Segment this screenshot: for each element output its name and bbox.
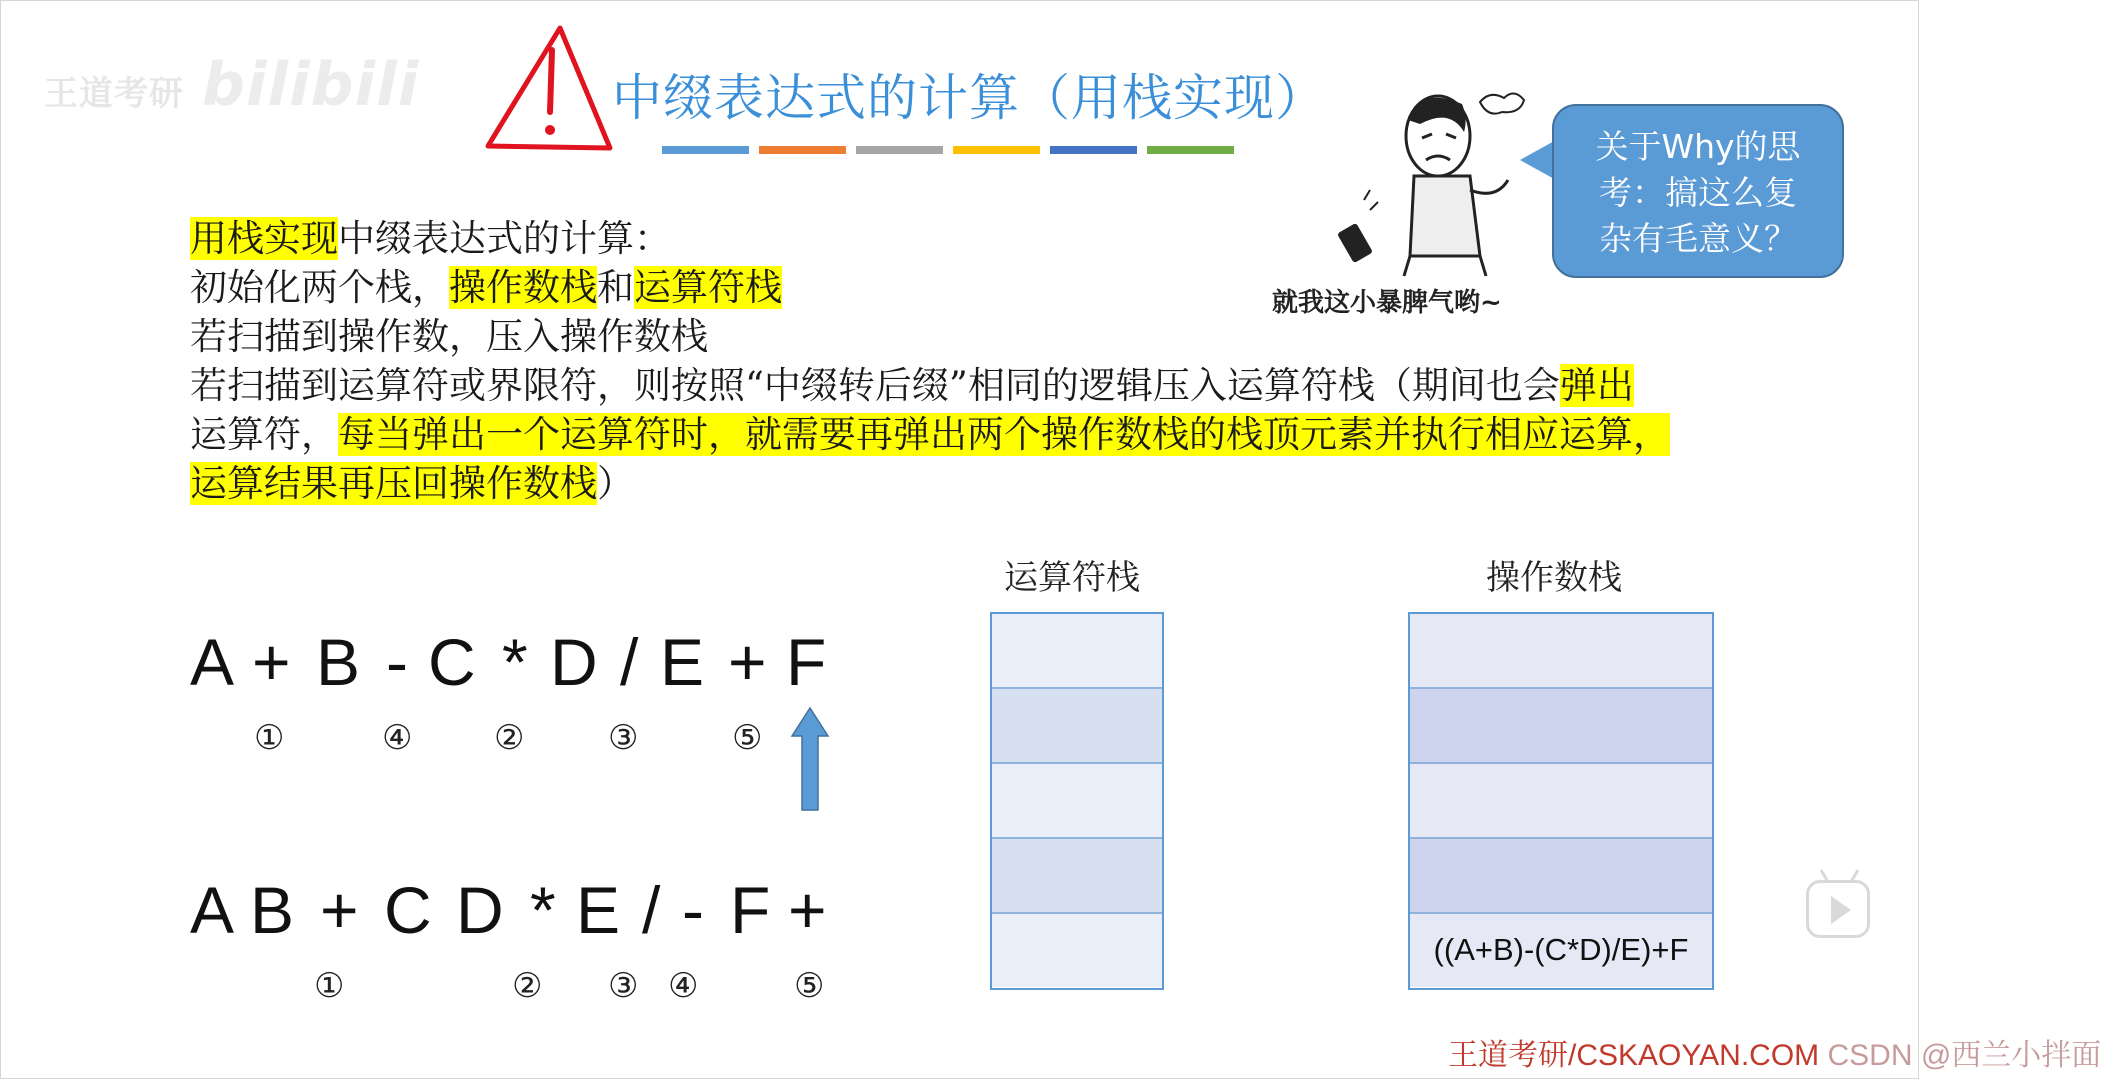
highlight: 每当弹出一个运算符时，就需要再弹出两个操作数栈的栈顶元素并执行相应运算， [338,413,1670,456]
text-row [190,361,1670,410]
slide-title: 中缀表达式的计算（用栈实现） [612,69,1326,127]
postfix-token: F [730,873,771,947]
stack-cell [992,914,1162,987]
text-span: ） [597,462,634,505]
postfix-token: A [190,873,235,947]
postfix-token: * [530,873,556,947]
watermark-brand [44,50,419,120]
order-mark: ④ [382,718,413,758]
highlight: 运算符栈 [634,266,782,309]
infix-token: D [550,625,598,699]
text-row [190,410,1670,459]
text-row [190,459,1670,508]
infix-token: + [252,625,291,699]
stack-cell [1410,689,1712,764]
order-mark: ① [314,966,345,1006]
text-span: 若扫描到操作数，压入操作数栈 [190,315,708,358]
order-mark: ④ [668,966,699,1006]
postfix-token: + [788,873,827,947]
postfix-token: B [250,873,295,947]
order-mark: ② [512,966,543,1006]
accent-bar [856,146,943,154]
explanation-text [190,214,1670,508]
text-span: 若扫描到运算符或界限符，则按照“中缀转后缀”相同的逻辑压入运算符栈（期间也会 [190,364,1560,407]
operator-stack-label: 运算符栈 [1004,558,1140,598]
accent-bar [1050,146,1137,154]
scan-pointer-up-arrow-icon [790,706,830,812]
text-span: 中缀表达式的计算： [338,217,671,260]
text-row [190,312,1670,361]
infix-token: + [728,625,767,699]
accent-bar [759,146,846,154]
footer-watermark [1448,1030,2101,1074]
text-span: 和 [597,266,634,309]
text-row [190,214,1670,263]
order-mark: ⑤ [732,718,763,758]
stack-cell [992,764,1162,839]
operator-stack [990,612,1164,990]
order-mark: ② [494,718,525,758]
infix-token: B [316,625,361,699]
postfix-token: / [642,873,661,947]
postfix-token: - [682,873,704,947]
infix-token: - [386,625,408,699]
stack-cell: ((A+B)-(C*D)/E)+F [1410,914,1712,987]
postfix-token: + [320,873,359,947]
speech-bubble-tail [1520,140,1556,180]
stack-cell [1410,839,1712,914]
bubble-line: 杂有毛意义？ [1599,219,1797,258]
stack-cell [992,839,1162,914]
accent-bar [1147,146,1234,154]
footer-overlay: CSDN @西兰小拌面 [1827,1039,2101,1072]
watermark-brand-text: 王道考研 [44,74,184,114]
postfix-token: C [384,873,432,947]
footer-brand: 王道考研/CSKAOYAN.COM [1448,1039,1820,1072]
infix-token: F [786,625,827,699]
stack-cell [992,689,1162,764]
operand-stack-label: 操作数栈 [1486,558,1622,598]
text-span: 初始化两个栈， [190,266,449,309]
accent-bar [662,146,749,154]
highlight: 操作数栈 [449,266,597,309]
infix-token: * [502,625,528,699]
infix-token: C [428,625,476,699]
postfix-token: E [576,873,621,947]
operand-stack [1408,612,1714,990]
stack-cell [1410,614,1712,689]
bubble-line: 考：搞这么复 [1599,173,1797,212]
infix-token: / [620,625,639,699]
infix-token: A [190,625,235,699]
order-mark: ③ [608,966,639,1006]
accent-bar [953,146,1040,154]
title-accent-bars [662,146,1234,154]
order-mark: ③ [608,718,639,758]
order-mark: ① [254,718,285,758]
infix-token: E [660,625,705,699]
cartoon-caption: 就我这小暴脾气哟~ [1272,288,1502,318]
stack-cell [992,614,1162,689]
text-row [190,263,1670,312]
highlight: 弹出 [1559,364,1634,407]
highlight: 运算结果再压回操作数栈 [190,462,597,505]
postfix-token: D [456,873,504,947]
bubble-line: 关于Why的思 [1595,127,1801,166]
highlight: 用栈实现 [190,217,338,260]
bilibili-play-icon[interactable] [1806,880,1870,938]
warning-triangle-icon [478,20,618,160]
order-mark: ⑤ [794,966,825,1006]
text-span: 运算符， [190,413,338,456]
bilibili-logo: bilibili [202,50,420,120]
stack-cell [1410,764,1712,839]
